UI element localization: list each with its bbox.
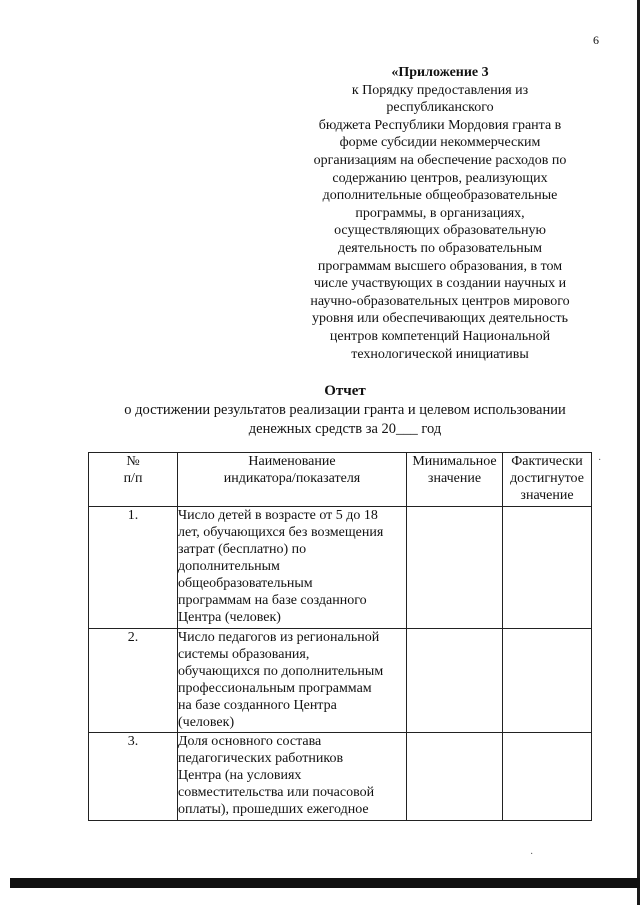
appendix-line: научно-образовательных центров мирового [310, 293, 570, 309]
table-row [89, 733, 592, 821]
table-header-row [89, 453, 592, 507]
appendix-line: программам высшего образования, в том [317, 258, 563, 274]
header-actual-value-line: значение [520, 488, 574, 503]
appendix-line: числе участвующих в создании научных и [313, 276, 567, 292]
indicator-line: лет, обучающихся без возмещения [178, 525, 384, 540]
table-row [89, 629, 592, 733]
actual-value-cell [503, 629, 592, 733]
indicator-line: дополнительным [178, 559, 280, 574]
header-actual-value-line: Фактически [511, 454, 583, 469]
indicator-line: системы образования, [178, 647, 310, 662]
actual-value-cell [503, 507, 592, 629]
appendix-header [290, 64, 590, 363]
indicator-line: Центра (человек) [178, 610, 281, 625]
min-value-cell [407, 507, 503, 629]
scan-border-bottom [10, 878, 640, 888]
appendix-line: дополнительные общеобразовательные [322, 188, 558, 204]
report-table [88, 452, 592, 821]
indicator-line: на базе созданного Центра [178, 698, 337, 713]
indicator-line: Центра (на условиях [178, 768, 302, 783]
appendix-line: технологической инициативы [351, 346, 529, 362]
page-number: 6 [593, 33, 599, 47]
indicator-line: совместительства или почасовой [178, 785, 375, 800]
report-subtitle-line: о достижении результатов реализации гранта и целевом использовании [124, 402, 566, 418]
header-actual-value-line: достигнутое [510, 471, 584, 486]
table-row [89, 507, 592, 629]
indicator-line: оплаты), прошедших ежегодное [178, 802, 369, 817]
appendix-line: содержанию центров, реализующих [332, 170, 548, 186]
row-number: 2. [89, 629, 178, 733]
appendix-line: осуществляющих образовательную [334, 223, 546, 239]
appendix-line: центров компетенций Национальной [329, 328, 551, 344]
header-indicator [178, 453, 407, 507]
indicator-line: программам на базе созданного [178, 593, 367, 608]
indicator-line: обучающихся по дополнительным [178, 664, 384, 679]
header-indicator-line: индикатора/показателя [223, 471, 361, 486]
header-actual-value [503, 453, 592, 507]
header-min-value [407, 453, 503, 507]
appendix-line: программы, в организациях, [355, 205, 525, 221]
min-value-cell [407, 629, 503, 733]
row-number: 3. [89, 733, 178, 821]
scan-speck: · [530, 849, 534, 860]
header-min-value-line: Минимальное [412, 454, 497, 469]
indicator-name [178, 733, 407, 821]
indicator-line: Число педагогов из региональной [178, 630, 380, 645]
header-num-line: № [126, 454, 140, 469]
indicator-line: Доля основного состава [178, 734, 322, 749]
report-subtitle [90, 401, 600, 439]
appendix-heading: «Приложение 3 [391, 65, 489, 80]
appendix-line: бюджета Республики Мордовия гранта в [318, 117, 562, 133]
header-num-line: п/п [123, 471, 143, 486]
row-number: 1. [89, 507, 178, 629]
appendix-line: деятельность по образовательным [337, 240, 543, 256]
appendix-line: уровня или обеспечивающих деятельность [311, 311, 569, 327]
header-min-value-line: значение [427, 471, 482, 486]
header-num [89, 453, 178, 507]
appendix-line: форме субсидии некоммерческим [339, 135, 541, 151]
appendix-line: организациям на обеспечение расходов по [313, 152, 567, 168]
report-title: Отчет [324, 383, 366, 399]
indicator-line: Число детей в возрасте от 5 до 18 [178, 508, 378, 523]
appendix-line: республиканского [386, 100, 494, 116]
actual-value-cell [503, 733, 592, 821]
appendix-line: к Порядку предоставления из [351, 82, 529, 98]
header-indicator-line: Наименование [248, 454, 336, 469]
indicator-name [178, 507, 407, 629]
indicator-name [178, 629, 407, 733]
indicator-line: общеобразовательным [178, 576, 313, 591]
indicator-line: затрат (бесплатно) по [178, 542, 307, 557]
min-value-cell [407, 733, 503, 821]
indicator-line: педагогических работников [178, 751, 344, 766]
indicator-line: профессиональным программам [178, 681, 372, 696]
indicator-line: (человек) [178, 715, 235, 730]
scan-speck: · [598, 455, 602, 466]
report-subtitle-line: денежных средств за 20___ год [248, 421, 442, 437]
